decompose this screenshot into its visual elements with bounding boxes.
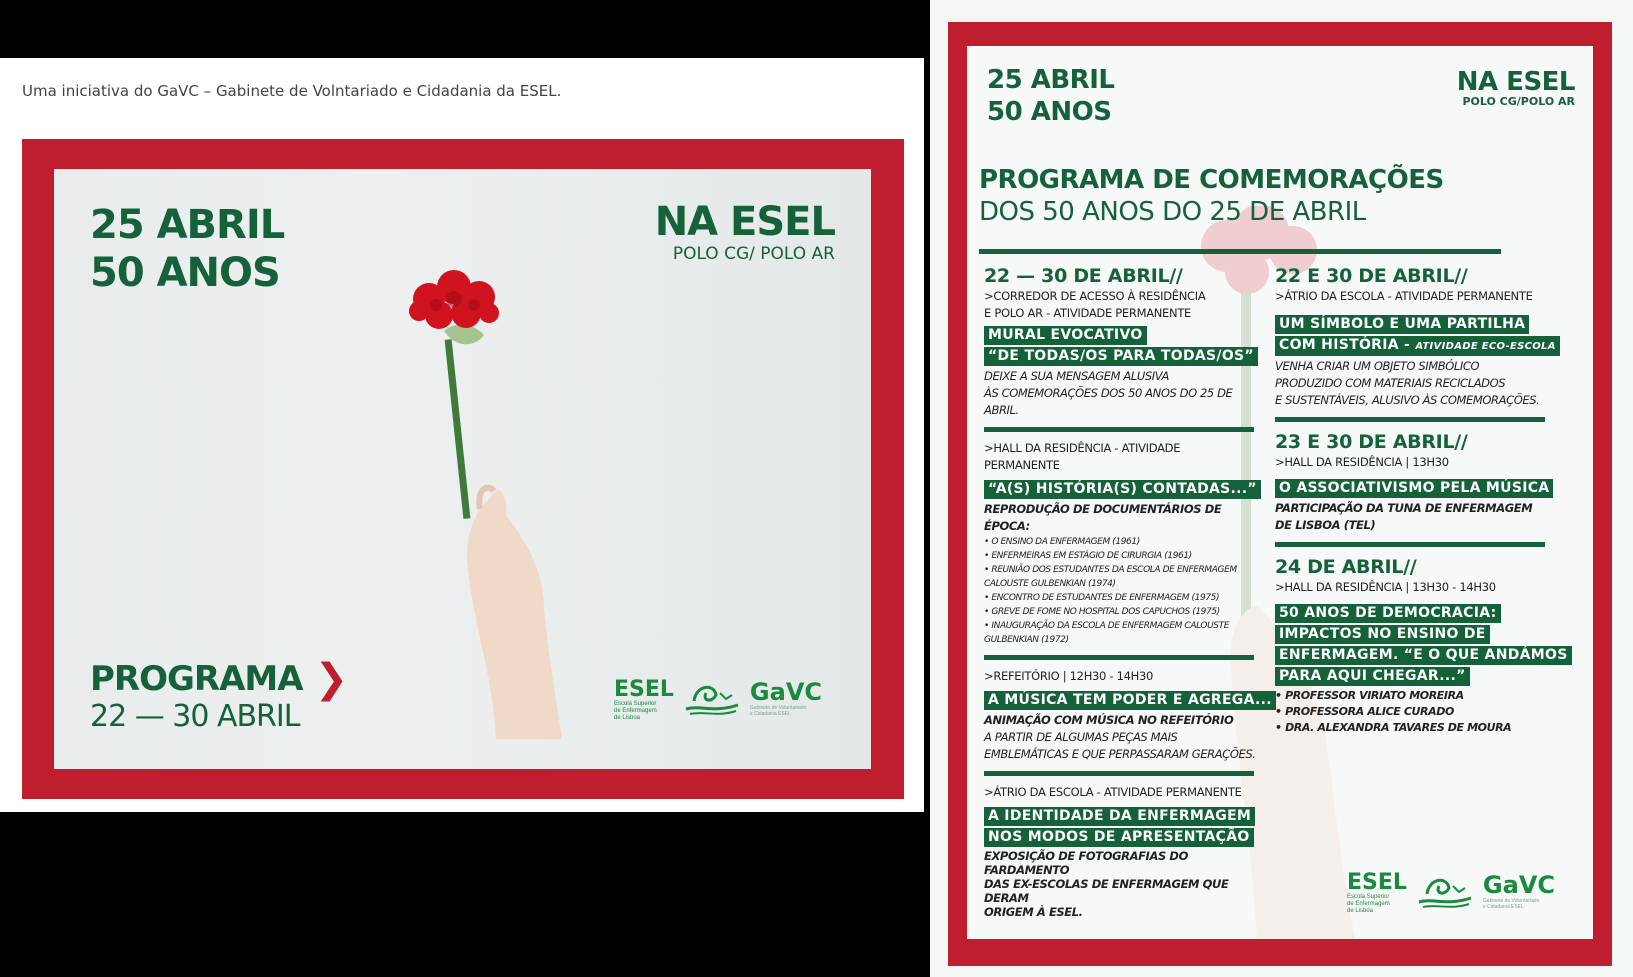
poster-location-sub: POLO CG/POLO AR bbox=[1462, 95, 1575, 108]
partner-logos bbox=[614, 679, 822, 722]
event-date: 23 E 30 DE ABRIL// bbox=[1275, 431, 1468, 453]
event-description: DEIXE A SUA MENSAGEM ALUSIVA bbox=[984, 369, 1169, 383]
program-column-right bbox=[1275, 264, 1568, 736]
event-title: O ASSOCIATIVISMO PELA MÚSICA bbox=[1275, 479, 1553, 498]
heading-divider bbox=[979, 249, 1501, 254]
list-item: • INAUGURAÇÃO DA ESCOLA DE ENFERMAGEM CALOUSTE GULBENKIAN (1972) bbox=[984, 619, 1259, 647]
event-title: A IDENTIDADE DA ENFERMAGEM bbox=[984, 807, 1255, 826]
event-title: “A(S) HISTÓRIA(S) CONTADAS...” bbox=[984, 480, 1261, 499]
event-location: >HALL DA RESIDÊNCIA - ATIVIDADE PERMANENTE bbox=[984, 441, 1181, 472]
section-divider bbox=[984, 427, 1254, 432]
event-mural bbox=[984, 264, 1259, 419]
program-heading-line2: DOS 50 ANOS DO 25 DE ABRIL bbox=[979, 197, 1366, 227]
esel-wave-icon bbox=[1417, 872, 1473, 910]
event-musica bbox=[984, 668, 1272, 763]
poster-title-line2: 50 ANOS bbox=[987, 97, 1112, 127]
partner-logos bbox=[1347, 872, 1555, 915]
event-date: 22 E 30 DE ABRIL// bbox=[1275, 265, 1468, 287]
poster-location-sub: POLO CG/ POLO AR bbox=[672, 244, 835, 264]
event-location: >HALL DA RESIDÊNCIA | 13H30 bbox=[1275, 455, 1449, 469]
esel-wave-icon bbox=[684, 679, 740, 717]
event-title: IMPACTOS NO ENSINO DE bbox=[1275, 625, 1490, 644]
poster-location bbox=[655, 199, 835, 263]
event-description: EXPOSIÇÃO DE FOTOGRAFIAS DO FARDAMENTO bbox=[984, 849, 1188, 877]
poster-banner-canvas bbox=[54, 169, 871, 769]
list-item: • PROFESSORA ALICE CURADO bbox=[1275, 704, 1550, 720]
speaker-list bbox=[1275, 688, 1550, 736]
right-page bbox=[930, 0, 1633, 977]
event-description: E SUSTENTÁVEIS, ALUSIVO ÀS COMEMORAÇÕES. bbox=[1275, 393, 1540, 407]
event-location: >CORREDOR DE ACESSO À RESIDÊNCIA E POLO AR - ATIVIDADE PERMANENTE bbox=[984, 289, 1206, 320]
event-description: DAS EX-ESCOLAS DE ENFERMAGEM QUE DERAM bbox=[984, 877, 1229, 905]
event-poster-banner[interactable] bbox=[22, 139, 904, 799]
program-poster-canvas bbox=[967, 46, 1593, 939]
event-title: 50 ANOS DE DEMOCRACIA: bbox=[1275, 604, 1501, 623]
list-item: • GREVE DE FOME NO HOSPITAL DOS CAPUCHOS (1975) bbox=[984, 605, 1259, 619]
program-poster bbox=[948, 22, 1612, 966]
event-simbolo bbox=[1275, 264, 1556, 409]
poster-title bbox=[987, 64, 1114, 128]
list-item: • DRA. ALEXANDRA TAVARES DE MOURA bbox=[1275, 720, 1550, 736]
event-description: PRODUZIDO COM MATERIAIS RECICLADOS bbox=[1275, 376, 1506, 390]
program-column-left bbox=[984, 264, 1272, 919]
list-item: • REUNIÃO DOS ESTUDANTES DA ESCOLA DE ENFERMAGEM CALOUSTE GULBENKIAN (1974) bbox=[984, 563, 1259, 591]
carnation-hand-image bbox=[384, 269, 584, 749]
eco-escola-label: ATIVIDADE ECO-ESCOLA bbox=[1415, 341, 1556, 352]
event-title: COM HISTÓRIA - ATIVIDADE ECO-ESCOLA bbox=[1275, 336, 1560, 356]
programa-link[interactable] bbox=[90, 656, 348, 734]
event-title: A MÚSICA TEM PODER E AGREGA... bbox=[984, 691, 1276, 710]
poster-location-title: NA ESEL bbox=[1456, 67, 1575, 97]
list-item: • ENFERMEIRAS EM ESTÁGIO DE CIRURGIA (1961) bbox=[984, 549, 1259, 563]
documentary-list bbox=[984, 535, 1259, 647]
list-item: • O ENSINO DA ENFERMAGEM (1961) bbox=[984, 535, 1259, 549]
event-date: 22 — 30 DE ABRIL// bbox=[984, 265, 1183, 287]
section-divider bbox=[1275, 417, 1545, 422]
event-description: VENHA CRIAR UM OBJETO SIMBÓLICO bbox=[1275, 359, 1480, 373]
event-location: >REFEITÓRIO | 12H30 - 14H30 bbox=[984, 669, 1154, 683]
programa-label: PROGRAMA bbox=[90, 659, 303, 699]
event-title: “DE TODAS/OS PARA TODAS/OS” bbox=[984, 347, 1258, 366]
poster-title-line1: 25 ABRIL bbox=[90, 202, 285, 248]
section-divider bbox=[984, 655, 1254, 660]
event-location: >HALL DA RESIDÊNCIA | 13H30 - 14H30 bbox=[1275, 580, 1496, 594]
chevron-right-icon: ❯ bbox=[314, 656, 348, 702]
event-description: EMBLEMÁTICAS E QUE PERPASSARAM GERAÇÕES. bbox=[984, 747, 1256, 761]
event-democracia bbox=[1275, 555, 1568, 736]
gavc-logo: GaVC Gabinete de Voluntariado e Cidadania ESEL bbox=[749, 678, 823, 717]
event-description: PARTICIPAÇÃO DA TUNA DE ENFERMAGEM bbox=[1275, 501, 1533, 515]
poster-title-line1: 25 ABRIL bbox=[987, 65, 1115, 95]
list-item: • PROFESSOR VIRIATO MOREIRA bbox=[1275, 688, 1550, 704]
event-description: DE LISBOA (TEL) bbox=[1275, 518, 1376, 532]
event-location: >ÁTRIO DA ESCOLA - ATIVIDADE PERMANENTE bbox=[984, 785, 1242, 799]
event-historias bbox=[984, 440, 1259, 647]
poster-location-title: NA ESEL bbox=[654, 199, 835, 245]
section-divider bbox=[984, 771, 1254, 776]
programa-dates: 22 — 30 ABRIL bbox=[90, 699, 300, 734]
event-description: ANIMAÇÃO COM MÚSICA NO REFEITÓRIO bbox=[984, 713, 1234, 727]
esel-logo: ESEL Escola Superior de Enfermagem de Lisboa bbox=[614, 677, 674, 721]
event-description: ORIGEM À ESEL. bbox=[984, 905, 1083, 919]
section-divider bbox=[1275, 542, 1545, 547]
poster-title-line2: 50 ANOS bbox=[90, 250, 280, 296]
program-heading bbox=[979, 164, 1444, 228]
event-title: ENFERMAGEM. “E O QUE ANDÁMOS bbox=[1275, 646, 1572, 665]
event-title: MURAL EVOCATIVO bbox=[984, 326, 1147, 345]
list-item: • ENCONTRO DE ESTUDANTES DE ENFERMAGEM (1975) bbox=[984, 591, 1259, 605]
event-location: >ÁTRIO DA ESCOLA - ATIVIDADE PERMANENTE bbox=[1275, 289, 1533, 303]
event-description: REPRODUÇÃO DE DOCUMENTÁRIOS DE ÉPOCA: bbox=[984, 502, 1222, 533]
event-title: PARA AQUI CHEGAR...” bbox=[1275, 667, 1470, 686]
intro-text: Uma iniciativa do GaVC – Gabinete de Volntariado e Cidadania da ESEL. bbox=[22, 82, 562, 100]
event-associativismo bbox=[1275, 430, 1550, 534]
event-description: A PARTIR DE ALGUMAS PEÇAS MAIS bbox=[984, 730, 1178, 744]
gavc-logo: GaVC Gabinete de Voluntariado e Cidadania ESEL bbox=[1482, 871, 1556, 910]
event-identidade bbox=[984, 784, 1259, 919]
event-title: NOS MODOS DE APRESENTAÇÃO bbox=[984, 828, 1254, 847]
poster-location bbox=[1457, 68, 1575, 108]
esel-logo: ESEL Escola Superior de Enfermagem de Lisboa bbox=[1347, 870, 1407, 914]
left-page bbox=[0, 58, 924, 812]
event-date: 24 DE ABRIL// bbox=[1275, 556, 1417, 578]
event-title: UM SÍMBOLO E UMA PARTILHA bbox=[1275, 315, 1529, 334]
event-description: ÀS COMEMORAÇÕES DOS 50 ANOS DO 25 DE ABRIL. bbox=[984, 386, 1233, 417]
program-heading-line1: PROGRAMA DE COMEMORAÇÕES bbox=[979, 165, 1444, 195]
poster-title bbox=[90, 201, 284, 297]
